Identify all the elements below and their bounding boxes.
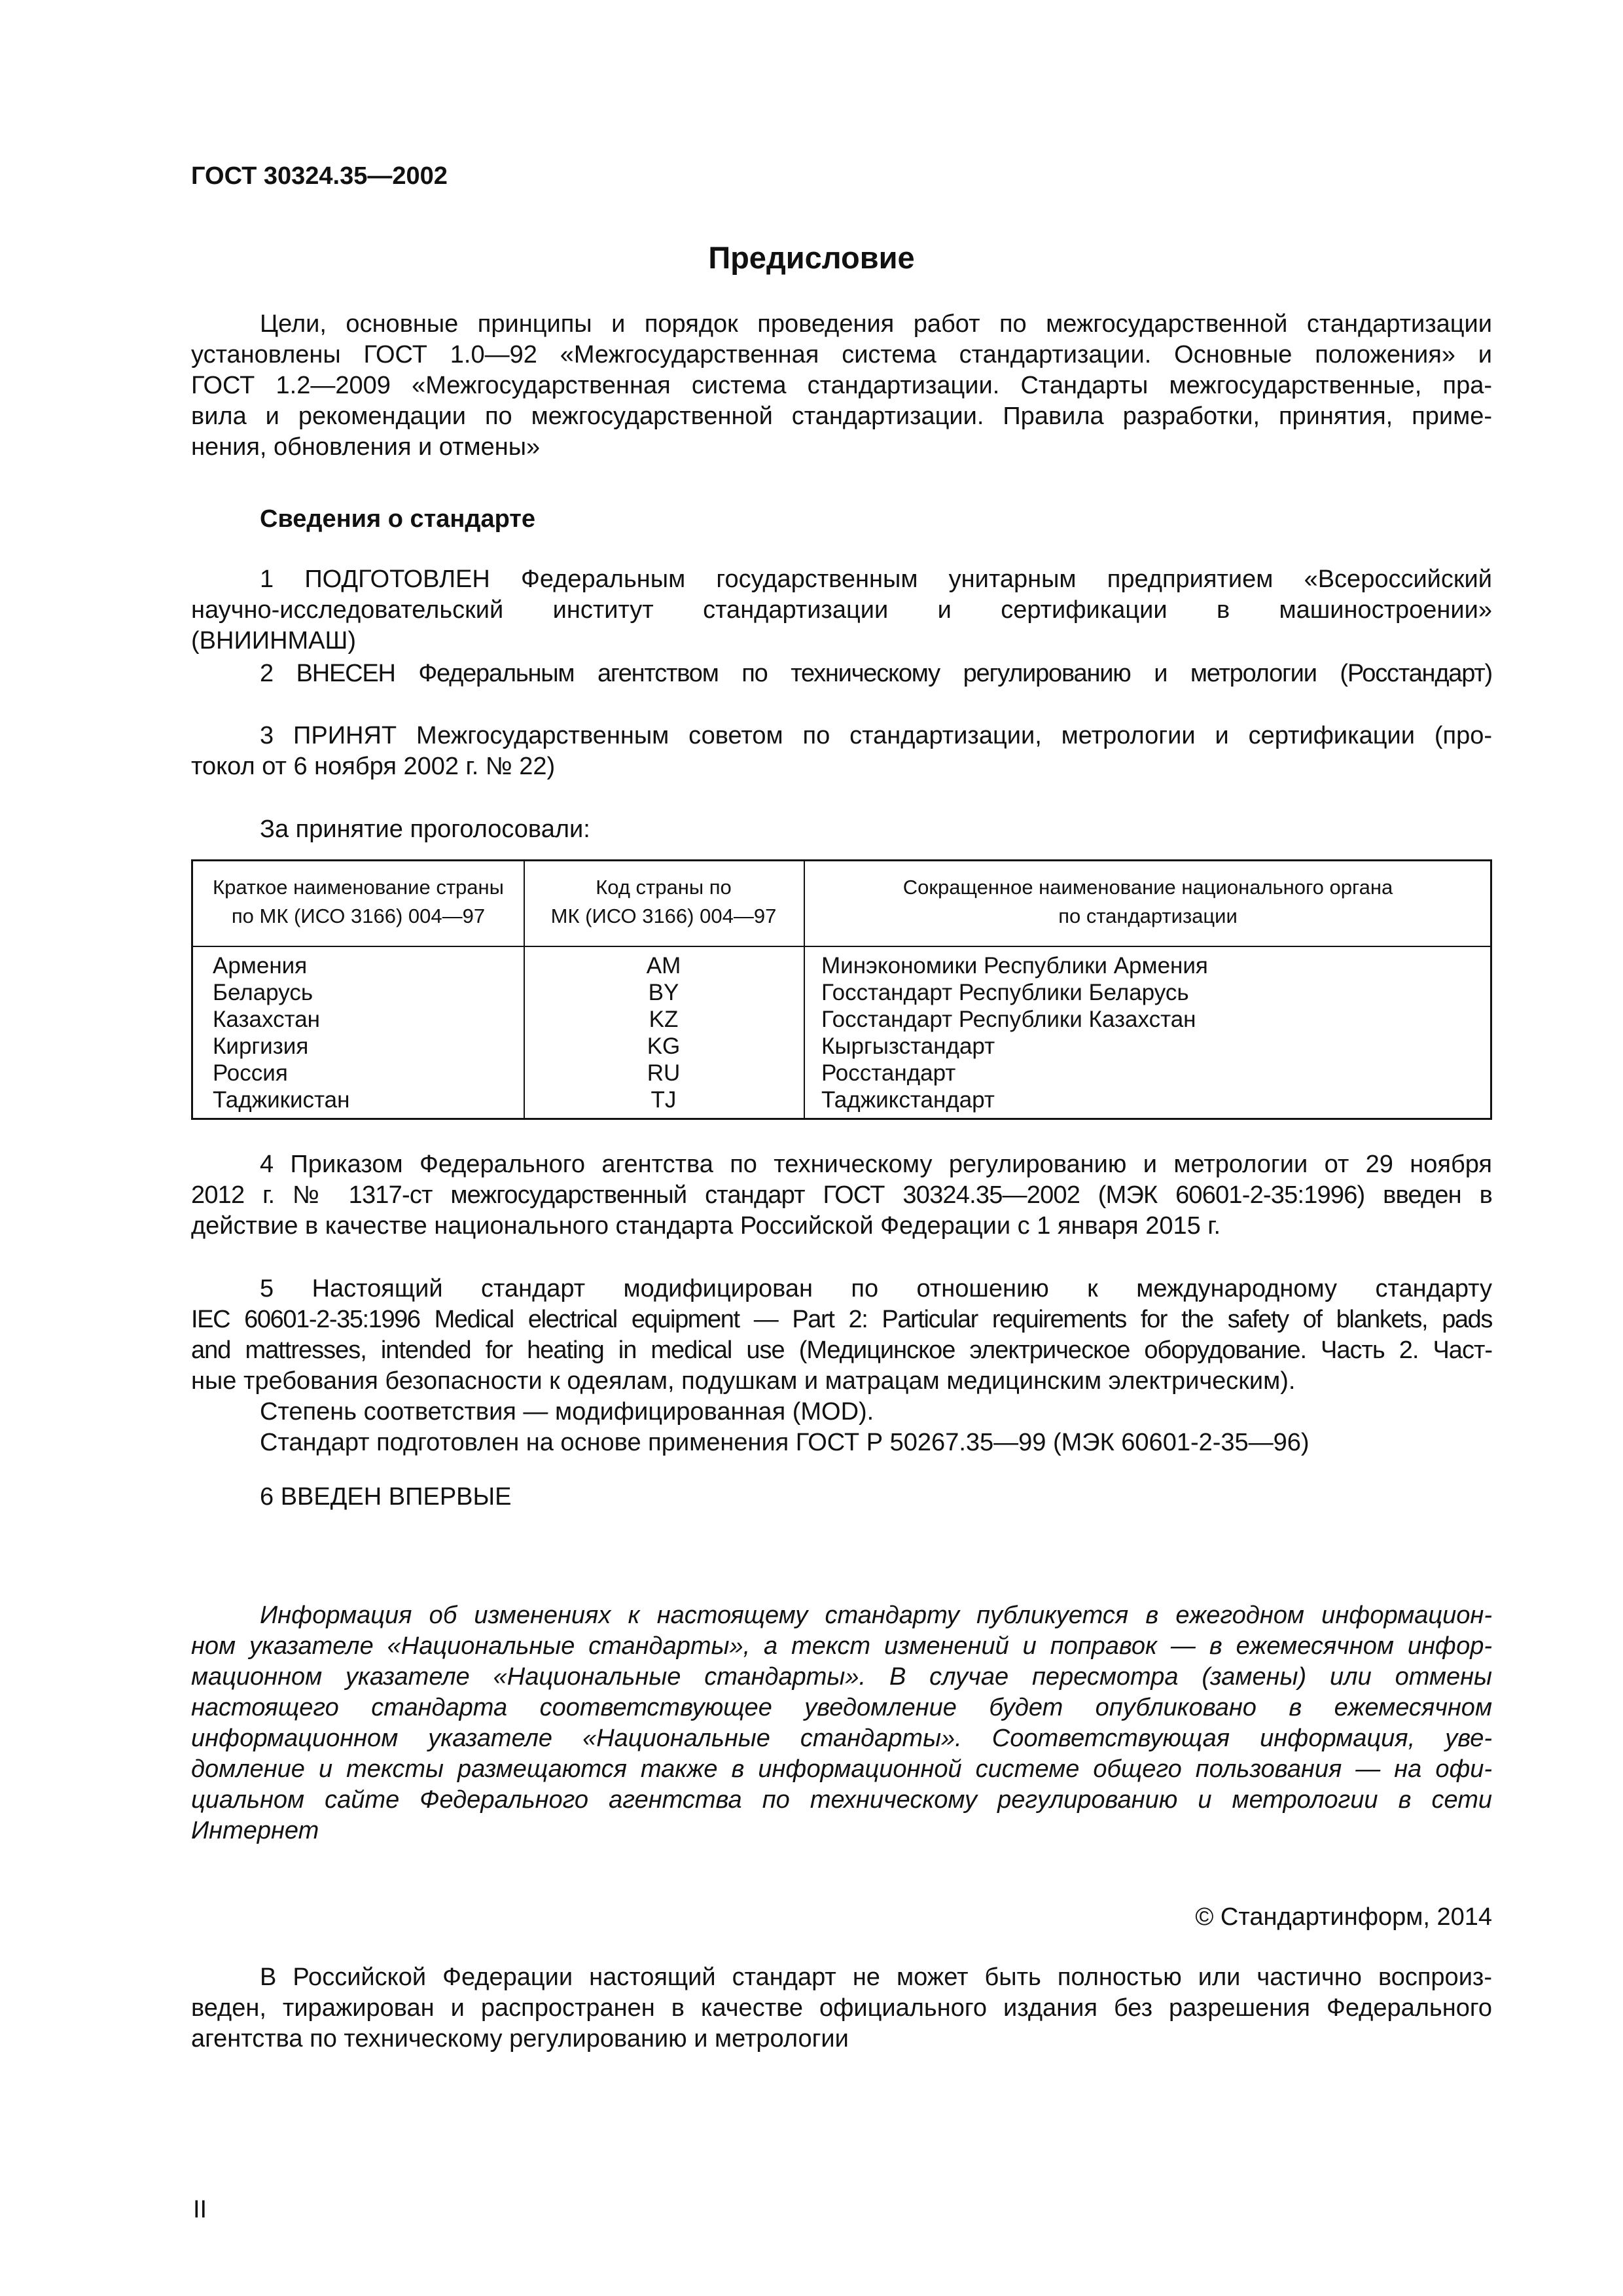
table-cell: Госстандарт Республики Беларусь xyxy=(821,980,1189,1005)
text-line: Стандарт подготовлен на основе применения ГОСТ Р 50267.35—99 (МЭК 60601-2-35—96) xyxy=(260,1429,1310,1456)
text-line: информационном указателе «Национальные стандарты». Соответствующая информация, уве- xyxy=(191,1725,1492,1752)
copyright-notice: © Стандартинформ, 2014 xyxy=(1195,1903,1492,1931)
text-line: 3 ПРИНЯТ Межгосударственным советом по стандартизации, метрологии и сертификации (про- xyxy=(260,722,1492,749)
text-line: 1 ПОДГОТОВЛЕН Федеральным государственным унитарным предприятием «Всероссийский xyxy=(260,565,1492,593)
text-line: 5 Настоящий стандарт модифицирован по отношению к международному стандарту xyxy=(260,1275,1492,1302)
text-line: настоящего стандарта соответствующее уведомление будет опубликовано в ежемесячном xyxy=(191,1694,1492,1721)
text-line: Информация об изменениях к настоящему стандарту публикуется в ежегодном информацион- xyxy=(260,1602,1492,1629)
item-6-paragraph: 6 ВВЕДЕН ВПЕРВЫЕ xyxy=(260,1483,512,1511)
table-cell: Казахстан xyxy=(213,1007,321,1032)
text-line: 4 Приказом Федерального агентства по техническому регулированию и метрологии от 29 ноября xyxy=(260,1151,1492,1178)
table-cell: Россия xyxy=(213,1060,288,1086)
text-line: домление и тексты размещаются также в информационной системе общего пользования — на офи- xyxy=(191,1755,1492,1783)
text-line: Интернет xyxy=(191,1817,319,1844)
table-header-country: Краткое наименование страны по МК (ИСО 3166) 004—97 xyxy=(213,876,504,927)
text-line: IEC 60601-2-35:1996 Medical electrical equipment — Part 2: Particular requirements for the safety of blankets, pads xyxy=(191,1306,1492,1333)
voting-table xyxy=(191,859,1492,1120)
document-code: ГОСТ 30324.35—2002 xyxy=(191,162,448,190)
text-line: циальном сайте Федерального агентства по техническому регулированию и метрологии в сети xyxy=(191,1786,1492,1814)
text-line: действие в качестве национального стандарта Российской Федерации с 1 января 2015 г. xyxy=(191,1212,1221,1240)
table-column-country xyxy=(213,952,349,1113)
table-header-code: Код страны по МК (ИСО 3166) 004—97 xyxy=(550,876,777,927)
item-3-paragraph xyxy=(191,721,1492,782)
text-line: нения, обновления и отмены» xyxy=(191,433,541,461)
item-2-paragraph xyxy=(191,658,1492,689)
table-cell: Госстандарт Республики Казахстан xyxy=(821,1007,1196,1032)
table-cell: Киргизия xyxy=(213,1033,309,1059)
text-line: (ВНИИНМАШ) xyxy=(191,627,356,655)
table-header-body: Сокращенное наименование национального органа по стандартизации xyxy=(902,876,1393,927)
restriction-paragraph xyxy=(191,1962,1492,2054)
intro-paragraph xyxy=(191,309,1492,463)
table-cell: RU xyxy=(647,1060,681,1086)
section-subheading: Сведения о стандарте xyxy=(260,505,536,533)
table-header-divider xyxy=(193,946,1490,947)
table-cell: BY xyxy=(648,980,679,1005)
text-line: мационном указателе «Национальные стандарты». В случае пересмотра (замены) или отмены xyxy=(191,1663,1492,1691)
voted-label: За принятие проголосовали: xyxy=(260,816,590,843)
page-number: II xyxy=(193,2196,207,2223)
page-title: Предисловие xyxy=(708,240,915,275)
text-line: Цели, основные принципы и порядок проведения работ по межгосударственной стандартизации xyxy=(260,310,1492,338)
item-4-paragraph xyxy=(191,1149,1492,1242)
text-line: вила и рекомендации по межгосударственной стандартизации. Правила разработки, принятия, приме- xyxy=(191,403,1492,430)
table-column-code xyxy=(524,952,804,1113)
text-line: В Российской Федерации настоящий стандарт не может быть полностью или частично воспроиз- xyxy=(260,1964,1492,1991)
table-cell: AM xyxy=(646,953,681,978)
table-cell: Беларусь xyxy=(213,980,313,1005)
table-cell: Таджикстандарт xyxy=(821,1087,995,1113)
table-column-body xyxy=(821,952,1208,1113)
table-cell: Кыргызстандарт xyxy=(821,1033,995,1059)
text-line: установлены ГОСТ 1.0—92 «Межгосударственная система стандартизации. Основные положения» и xyxy=(191,341,1492,368)
text-line: научно-исследовательский институт стандартизации и сертификации в машиностроении» xyxy=(191,596,1492,624)
table-cell: Росстандарт xyxy=(821,1060,956,1086)
table-cell: KZ xyxy=(649,1007,679,1032)
table-cell: KG xyxy=(647,1033,681,1059)
item-5-paragraph xyxy=(191,1274,1492,1458)
text-line: and mattresses, intended for heating in medical use (Медицинское электрическое оборудование. Часть 2. Част- xyxy=(191,1336,1492,1364)
table-cell: TJ xyxy=(651,1087,677,1113)
text-line: ГОСТ 1.2—2009 «Межгосударственная система стандартизации. Стандарты межгосударственные, пра- xyxy=(191,372,1492,399)
item-1-paragraph xyxy=(191,564,1492,656)
table-cell: Армения xyxy=(213,953,308,978)
table-cell: Минэкономики Республики Армения xyxy=(821,953,1208,978)
table-cell: Таджикистан xyxy=(213,1087,350,1113)
text-line: веден, тиражирован и распространен в качестве официального издания без разрешения Федерального xyxy=(191,1994,1492,2022)
text-line: Степень соответствия — модифицированная (MOD). xyxy=(260,1398,874,1426)
text-line: агентства по техническому регулированию и метрологии xyxy=(191,2025,849,2053)
text-line: ные требования безопасности к одеялам, подушкам и матрацам медицинским электрическим). xyxy=(191,1367,1296,1395)
text-line: 2 ВНЕСЕН Федеральным агентством по техническому регулированию и метрологии (Росстандарт) xyxy=(260,660,1492,687)
text-line: 2012 г. № 1317-ст межгосударственный стандарт ГОСТ 30324.35—2002 (МЭК 60601-2-35:1996) введен в xyxy=(191,1181,1492,1209)
info-paragraph xyxy=(191,1600,1492,1846)
text-line: ном указателе «Национальные стандарты», а текст изменений и поправок — в ежемесячном инфор- xyxy=(191,1632,1492,1660)
text-line: токол от 6 ноября 2002 г. № 22) xyxy=(191,753,556,780)
